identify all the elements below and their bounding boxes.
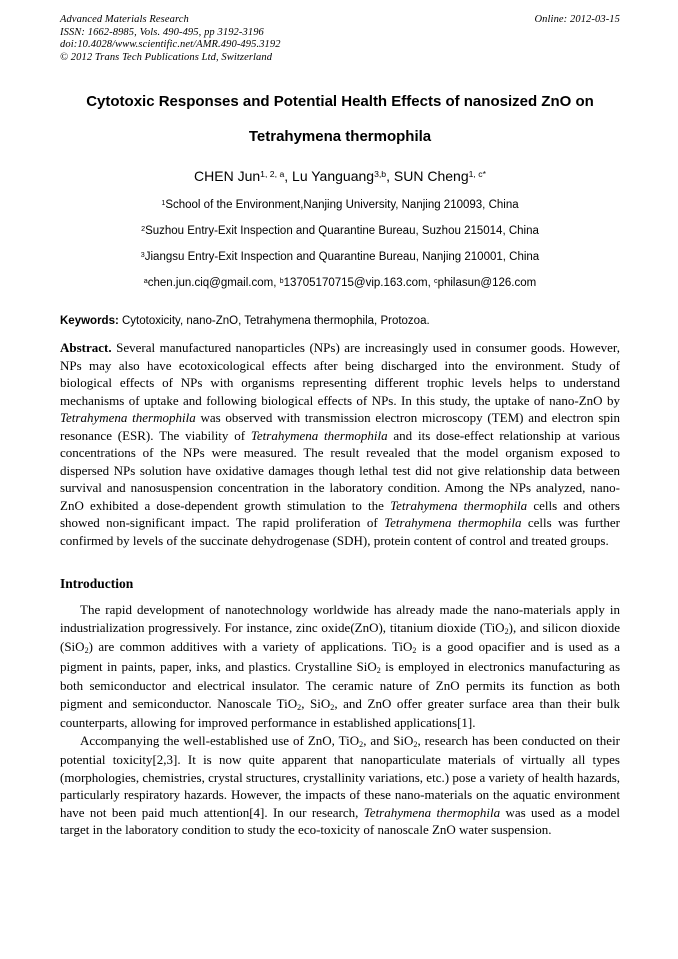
intro-paragraph-1: The rapid development of nanotechnology worldwide has already made the nano-materials apply in industrialization progressively. For instance, zinc oxide(ZnO), titanium dioxide (TiO2), and silicon dioxide (SiO2) are common additives with a variety of applications. TiO2 is a good opacifier and is used as a pigment in paints, paper, inks, and plastics. Crystalline SiO2 is employed in electronics manufacturing as both semiconductor and electrical insulator. The ceramic nature of ZnO permits its function as both pigment and semiconductor. Nanoscale TiO2, SiO2, and ZnO offer greater surface area than their bulk counterparts, allowing for improved performance in established applications[1]. [60,602,621,730]
issn-line: ISSN: 1662-8985, Vols. 490-495, pp 3192-3196 [60,26,264,38]
abstract-paragraph: Abstract. Several manufactured nanoparticles (NPs) are increasingly used in consumer goods. However, NPs may also have ecotoxicological effects after being discharged into the environment. Study of biological effects of NPs with organisms representing different trophic levels helps to understand mechanisms of uptake and following biological effects of NPs. In this study, the uptake of nano-ZnO by Tetrahymena thermophila was observed with transmission electron microscopy (TEM) and electron spin resonance (ESR). The viability of Tetrahymena thermophila and its dose-effect relationship at various concentrations of the NPs were measured. The result revealed that the model organism exposed to dispersed NPs solution have oxidative damages though lethal test did not give relationship data between survival and nanosuspension concentration in the laboratory condition. Among the NPs analyzed, nano-ZnO exhibited a dose-dependent growth stimulation to the Tetrahymena thermophila cells and others showed non-significant impact. The rapid proliferation of Tetrahymena thermophila cells was further confirmed by levels of the succinate dehydrogenase (SDH), protein content of control and treated groups. [60,340,620,548]
doi-line: doi:10.4028/www.scientific.net/AMR.490-495.3192 [60,39,281,50]
introduction-heading: Introduction [60,576,134,591]
online-date: Online: 2012-03-15 [534,14,620,25]
emails-line: $^a$chen.jun.ciq@gmail.com, $^b$13705170715@vip.163.com, $^c$philasun@126.com [143,276,537,289]
copyright-line: © 2012 Trans Tech Publications Ltd, Switzerland [60,51,273,63]
paper-title-line1: Cytotoxic Responses and Potential Health Effects of nanosized ZnO on [86,93,594,110]
journal-info-block [60,14,281,64]
affiliation-1: $^1$School of the Environment,Nanjing University, Nanjing 210093, China [161,198,519,211]
authors-line: CHEN Jun$^{1, 2, a}$, Lu Yanguang$^{3,b}$, SUN Cheng$^{1, c*}$ [194,168,486,184]
keywords-line: Keywords: Cytotoxicity, nano-ZnO, Tetrahymena thermophila, Protozoa. [60,315,430,327]
journal-header [60,14,620,64]
affiliation-2: $^2$Suzhou Entry-Exit Inspection and Quarantine Bureau, Suzhou 215014, China [141,224,539,237]
journal-name: Advanced Materials Research [60,14,189,25]
intro-paragraph-2: Accompanying the well-established use of ZnO, TiO2, and SiO2, research has been conducted on their potential toxicity[2,3]. It is now quite apparent that nanoparticulate materials of virtually all types (morphologies, chemistries, crystal structures, crystallinity variations, etc.) pose a variety of health hazards, particularly respiratory hazards. However, the impacts of these nano-materials on the aquatic environment have not been paid much attention[4]. In our research, Tetrahymena thermophila was used as a model target in the laboratory condition to study the eco-toxicity of nanoscale ZnO water suspension. [60,732,621,837]
paper-title-line2: Tetrahymena thermophila [248,128,432,145]
affiliation-3: $^3$Jiangsu Entry-Exit Inspection and Quarantine Bureau, Nanjing 210001, China [140,250,540,263]
